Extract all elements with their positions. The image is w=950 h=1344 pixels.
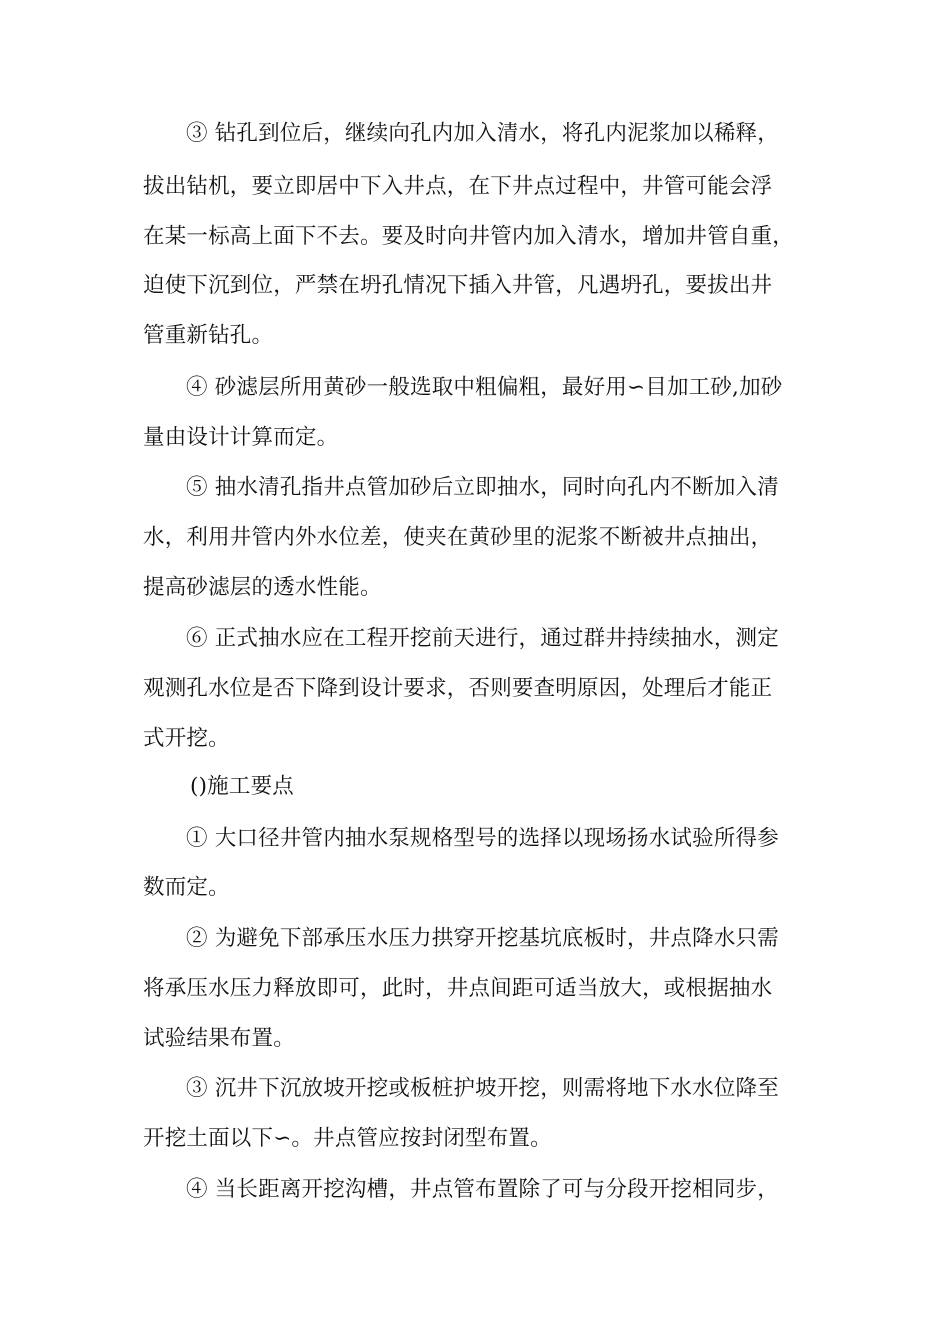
paragraph-line: 试验结果布置。 [143,1026,295,1051]
section-heading: ()施工要点 [190,774,294,799]
paragraph-line: ① 大口径井管内抽水泵规格型号的选择以现场扬水试验所得参 [186,826,779,851]
paragraph-line: ④ 砂滤层所用黄砂一般选取中粗偏粗，最好用∽目加工砂,加砂 [186,375,783,400]
paragraph-line: 管重新钻孔。 [143,323,274,348]
paragraph-line: 在某一标高上面下不去。要及时向井管内加入清水，增加井管自重， [143,224,795,249]
paragraph-line: ② 为避免下部承压水压力拱穿开挖基坑底板时，井点降水只需 [186,926,779,951]
paragraph-line: 式开挖。 [143,726,230,751]
paragraph-line: 量由设计计算而定。 [143,425,339,450]
paragraph-line: 迫使下沉到位，严禁在坍孔情况下插入井管，凡遇坍孔，要拔出井 [143,273,773,298]
paragraph-line: 水，利用井管内外水位差，使夹在黄砂里的泥浆不断被井点抽出， [143,525,773,550]
paragraph-line: ⑤ 抽水清孔指井点管加砂后立即抽水，同时向孔内不断加入清 [186,475,779,500]
paragraph-line: ③ 沉井下沉放坡开挖或板桩护坡开挖，则需将地下水水位降至 [186,1076,779,1101]
paragraph-line: 数而定。 [143,875,230,900]
paragraph-line: ③ 钻孔到位后，继续向孔内加入清水，将孔内泥浆加以稀释， [186,121,779,146]
paragraph-line: ⑥ 正式抽水应在工程开挖前天进行，通过群井持续抽水，测定 [186,626,779,651]
paragraph-line: ④ 当长距离开挖沟槽，井点管布置除了可与分段开挖相同步， [186,1177,779,1202]
paragraph-line: 提高砂滤层的透水性能。 [143,575,382,600]
paragraph-line: 观测孔水位是否下降到设计要求，否则要查明原因，处理后才能正 [143,676,773,701]
paragraph-line: 开挖土面以下∽。井点管应按封闭型布置。 [143,1126,552,1151]
paragraph-line: 拔出钻机，要立即居中下入井点，在下井点过程中，井管可能会浮 [143,174,773,199]
paragraph-line: 将承压水压力释放即可，此时，井点间距可适当放大，或根据抽水 [143,976,773,1001]
